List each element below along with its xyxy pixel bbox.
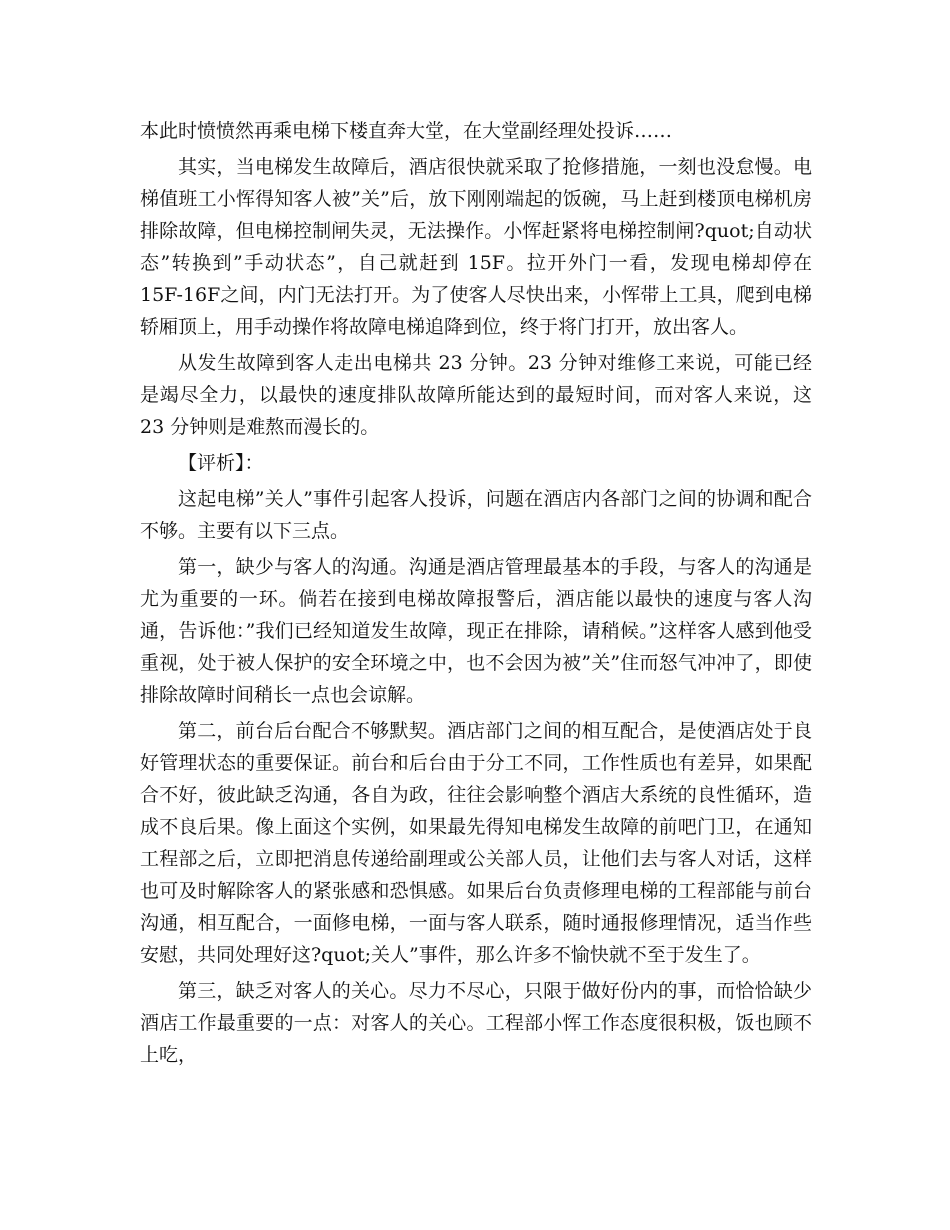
paragraph-repair-process: 其实，当电梯发生故障后，酒店很快就采取了抢修措施，一刻也没怠慢。电梯值班工小恽得知客人被”关”后，放下刚刚端起的饭碗，马上赶到楼顶电梯机房排除故障，但电梯控制闸失灵，无法操作。小恽赶紧将电梯控制闸?quot;自动状态”转换到”手动状态”，自己就赶到 15F。拉开外门一看，发现电梯却停在 15F-16F之间，内门无法打开。为了使客人尽快出来，小恽带上工具，爬到电梯轿厢顶上，用手动操作将故障电梯追降到位，终于将门打开，放出客人。 [140,156,812,338]
paragraph-point-two: 第二，前台后台配合不够默契。酒店部门之间的相互配合，是使酒店处于良好管理状态的重要保证。前台和后台由于分工不同，工作性质也有差异，如果配合不好，彼此缺乏沟通，各自为政，往往会影响整个酒店大系统的良性循环，造成不良后果。像上面这个实例，如果最先得知电梯发生故障的前吧门卫，在通知工程部之后，立即把消息传递给副理或公关部人员，让他们去与客人对话，这样也可及时解除客人的紧张感和恐惧感。如果后台负责修理电梯的工程部能与前台沟通，相互配合，一面修电梯，一面与客人联系，随时通报修理情况，适当作些安慰，共同处理好这?quot;关人”事件，那么许多不愉快就不至于发生了。 [140,720,812,966]
section-heading-analysis: 【评析】： [178,452,264,474]
document-page [140,115,812,1071]
paragraph-continuation: 本此时愤愤然再乘电梯下楼直奔大堂，在大堂副经理处投诉…… [140,120,673,142]
paragraph-point-one: 第一，缺少与客人的沟通。沟通是酒店管理最基本的手段，与客人的沟通是尤为重要的一环。倘若在接到电梯故障报警后，酒店能以最快的速度与客人沟通，告诉他：”我们已经知道发生故障，现正在排除，请稍候。”这样客人感到他受重视，处于被人保护的安全环境之中，也不会因为被”关”住而怒气冲冲了，即使排除故障时间稍长一点也会谅解。 [140,556,812,706]
paragraph-duration: 从发生故障到客人走出电梯共 23 分钟。23 分钟对维修工来说，可能已经是竭尽全力，以最快的速度排队故障所能达到的最短时间，而对客人来说，这 23 分钟则是难熬而漫长的。 [140,352,812,438]
paragraph-point-three: 第三，缺乏对客人的关心。尽力不尽心，只限于做好份内的事，而恰恰缺少酒店工作最重要的一点：对客人的关心。工程部小恽工作态度很积极，饭也顾不上吃， [140,980,812,1066]
paragraph-analysis-intro: 这起电梯”关人”事件引起客人投诉，问题在酒店内各部门之间的协调和配合不够。主要有以下三点。 [140,488,812,542]
